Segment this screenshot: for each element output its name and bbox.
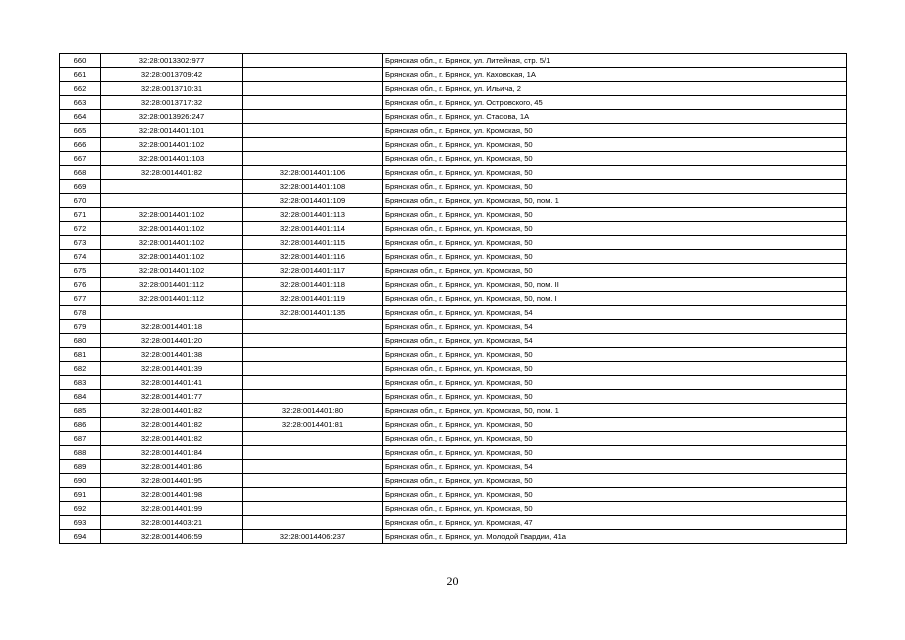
address-cell: Брянская обл., г. Брянск, ул. Литейная, стр. 5/1 [383, 54, 847, 68]
table-row [60, 264, 847, 278]
row-number-cell: 670 [60, 194, 101, 208]
row-number-cell: 668 [60, 166, 101, 180]
row-number-cell: 691 [60, 488, 101, 502]
cadastral-number-cell: 32:28:0013717:32 [101, 96, 243, 110]
related-cadastral-number-cell: 32:28:0014401:113 [243, 208, 383, 222]
related-cadastral-number-cell [243, 516, 383, 530]
related-cadastral-number-cell [243, 432, 383, 446]
cadastral-number-cell: 32:28:0014401:112 [101, 278, 243, 292]
cadastral-number-cell: 32:28:0014401:82 [101, 432, 243, 446]
address-cell: Брянская обл., г. Брянск, ул. Кромская, 50 [383, 446, 847, 460]
cadastral-number-cell: 32:28:0014401:18 [101, 320, 243, 334]
address-cell: Брянская обл., г. Брянск, ул. Кромская, 50 [383, 208, 847, 222]
table-row [60, 460, 847, 474]
row-number-cell: 660 [60, 54, 101, 68]
address-cell: Брянская обл., г. Брянск, ул. Кромская, 50 [383, 124, 847, 138]
address-cell: Брянская обл., г. Брянск, ул. Кромская, 50 [383, 166, 847, 180]
address-cell: Брянская обл., г. Брянск, ул. Кромская, 50 [383, 502, 847, 516]
related-cadastral-number-cell: 32:28:0014401:80 [243, 404, 383, 418]
row-number-cell: 665 [60, 124, 101, 138]
related-cadastral-number-cell: 32:28:0014401:116 [243, 250, 383, 264]
address-cell: Брянская обл., г. Брянск, ул. Кромская, 50, пом. 1 [383, 194, 847, 208]
row-number-cell: 689 [60, 460, 101, 474]
related-cadastral-number-cell [243, 96, 383, 110]
table-row [60, 530, 847, 544]
address-cell: Брянская обл., г. Брянск, ул. Островского, 45 [383, 96, 847, 110]
row-number-cell: 676 [60, 278, 101, 292]
table-row [60, 292, 847, 306]
cadastral-number-cell: 32:28:0014401:112 [101, 292, 243, 306]
cadastral-number-cell: 32:28:0013926:247 [101, 110, 243, 124]
address-cell: Брянская обл., г. Брянск, ул. Кромская, 50, пом. I [383, 292, 847, 306]
row-number-cell: 674 [60, 250, 101, 264]
row-number-cell: 687 [60, 432, 101, 446]
related-cadastral-number-cell: 32:28:0014401:109 [243, 194, 383, 208]
related-cadastral-number-cell [243, 82, 383, 96]
row-number-cell: 669 [60, 180, 101, 194]
table-row [60, 180, 847, 194]
cadastral-number-cell: 32:28:0014401:102 [101, 138, 243, 152]
address-cell: Брянская обл., г. Брянск, ул. Кромская, 50 [383, 418, 847, 432]
related-cadastral-number-cell: 32:28:0014401:81 [243, 418, 383, 432]
cadastral-number-cell: 32:28:0014401:38 [101, 348, 243, 362]
address-cell: Брянская обл., г. Брянск, ул. Молодой Гвардии, 41а [383, 530, 847, 544]
table-row [60, 362, 847, 376]
related-cadastral-number-cell [243, 460, 383, 474]
address-cell: Брянская обл., г. Брянск, ул. Каховская, 1А [383, 68, 847, 82]
table-row [60, 376, 847, 390]
table-row [60, 516, 847, 530]
table-row [60, 54, 847, 68]
row-number-cell: 667 [60, 152, 101, 166]
table-row [60, 208, 847, 222]
row-number-cell: 666 [60, 138, 101, 152]
table-row [60, 278, 847, 292]
table-row [60, 152, 847, 166]
row-number-cell: 690 [60, 474, 101, 488]
related-cadastral-number-cell [243, 152, 383, 166]
table-row [60, 110, 847, 124]
table-row [60, 236, 847, 250]
address-cell: Брянская обл., г. Брянск, ул. Кромская, 50 [383, 138, 847, 152]
cadastral-number-cell: 32:28:0014401:39 [101, 362, 243, 376]
registry-table [59, 53, 847, 544]
address-cell: Брянская обл., г. Брянск, ул. Кромская, 50 [383, 432, 847, 446]
related-cadastral-number-cell: 32:28:0014401:117 [243, 264, 383, 278]
cadastral-number-cell: 32:28:0014406:59 [101, 530, 243, 544]
related-cadastral-number-cell [243, 362, 383, 376]
cadastral-number-cell: 32:28:0014401:102 [101, 250, 243, 264]
cadastral-number-cell: 32:28:0014401:102 [101, 222, 243, 236]
cadastral-number-cell: 32:28:0014401:102 [101, 264, 243, 278]
cadastral-number-cell: 32:28:0014401:95 [101, 474, 243, 488]
cadastral-number-cell: 32:28:0014401:101 [101, 124, 243, 138]
table-row [60, 404, 847, 418]
related-cadastral-number-cell: 32:28:0014401:135 [243, 306, 383, 320]
cadastral-number-cell: 32:28:0013709:42 [101, 68, 243, 82]
row-number-cell: 672 [60, 222, 101, 236]
related-cadastral-number-cell: 32:28:0014401:118 [243, 278, 383, 292]
row-number-cell: 664 [60, 110, 101, 124]
page-number: 20 [446, 574, 459, 588]
cadastral-number-cell: 32:28:0014401:99 [101, 502, 243, 516]
cadastral-number-cell: 32:28:0014401:77 [101, 390, 243, 404]
related-cadastral-number-cell: 32:28:0014401:115 [243, 236, 383, 250]
address-cell: Брянская обл., г. Брянск, ул. Кромская, 50 [383, 474, 847, 488]
cadastral-number-cell: 32:28:0014401:102 [101, 208, 243, 222]
cadastral-number-cell: 32:28:0014403:21 [101, 516, 243, 530]
related-cadastral-number-cell [243, 54, 383, 68]
table-row [60, 348, 847, 362]
table-row [60, 222, 847, 236]
cadastral-number-cell: 32:28:0014401:86 [101, 460, 243, 474]
related-cadastral-number-cell [243, 390, 383, 404]
registry-table-body [60, 54, 847, 544]
address-cell: Брянская обл., г. Брянск, ул. Кромская, 50 [383, 376, 847, 390]
cadastral-number-cell: 32:28:0013302:977 [101, 54, 243, 68]
table-row [60, 320, 847, 334]
table-row [60, 82, 847, 96]
address-cell: Брянская обл., г. Брянск, ул. Стасова, 1А [383, 110, 847, 124]
cadastral-number-cell: 32:28:0014401:82 [101, 166, 243, 180]
address-cell: Брянская обл., г. Брянск, ул. Кромская, 54 [383, 460, 847, 474]
row-number-cell: 663 [60, 96, 101, 110]
row-number-cell: 692 [60, 502, 101, 516]
cadastral-number-cell: 32:28:0014401:20 [101, 334, 243, 348]
address-cell: Брянская обл., г. Брянск, ул. Кромская, 50 [383, 180, 847, 194]
related-cadastral-number-cell [243, 110, 383, 124]
cadastral-number-cell: 32:28:0014401:84 [101, 446, 243, 460]
cadastral-number-cell: 32:28:0014401:98 [101, 488, 243, 502]
cadastral-number-cell: 32:28:0014401:103 [101, 152, 243, 166]
related-cadastral-number-cell [243, 474, 383, 488]
cadastral-number-cell [101, 180, 243, 194]
address-cell: Брянская обл., г. Брянск, ул. Кромская, 50 [383, 236, 847, 250]
related-cadastral-number-cell [243, 488, 383, 502]
row-number-cell: 693 [60, 516, 101, 530]
address-cell: Брянская обл., г. Брянск, ул. Кромская, 54 [383, 306, 847, 320]
row-number-cell: 682 [60, 362, 101, 376]
address-cell: Брянская обл., г. Брянск, ул. Кромская, 54 [383, 334, 847, 348]
table-row [60, 306, 847, 320]
table-row [60, 138, 847, 152]
related-cadastral-number-cell [243, 138, 383, 152]
address-cell: Брянская обл., г. Брянск, ул. Кромская, 50, пом. 1 [383, 404, 847, 418]
related-cadastral-number-cell [243, 502, 383, 516]
row-number-cell: 681 [60, 348, 101, 362]
table-row [60, 474, 847, 488]
related-cadastral-number-cell [243, 334, 383, 348]
table-row [60, 418, 847, 432]
row-number-cell: 677 [60, 292, 101, 306]
table-row [60, 502, 847, 516]
related-cadastral-number-cell: 32:28:0014406:237 [243, 530, 383, 544]
address-cell: Брянская обл., г. Брянск, ул. Кромская, 50 [383, 348, 847, 362]
address-cell: Брянская обл., г. Брянск, ул. Кромская, 47 [383, 516, 847, 530]
row-number-cell: 679 [60, 320, 101, 334]
address-cell: Брянская обл., г. Брянск, ул. Ильича, 2 [383, 82, 847, 96]
related-cadastral-number-cell [243, 348, 383, 362]
table-row [60, 334, 847, 348]
row-number-cell: 675 [60, 264, 101, 278]
table-row [60, 166, 847, 180]
row-number-cell: 694 [60, 530, 101, 544]
row-number-cell: 686 [60, 418, 101, 432]
table-row [60, 68, 847, 82]
table-row [60, 488, 847, 502]
address-cell: Брянская обл., г. Брянск, ул. Кромская, 50 [383, 264, 847, 278]
address-cell: Брянская обл., г. Брянск, ул. Кромская, 54 [383, 320, 847, 334]
table-row [60, 124, 847, 138]
related-cadastral-number-cell [243, 376, 383, 390]
row-number-cell: 661 [60, 68, 101, 82]
related-cadastral-number-cell [243, 124, 383, 138]
cadastral-number-cell: 32:28:0014401:82 [101, 418, 243, 432]
related-cadastral-number-cell [243, 68, 383, 82]
address-cell: Брянская обл., г. Брянск, ул. Кромская, 50 [383, 390, 847, 404]
cadastral-number-cell: 32:28:0014401:82 [101, 404, 243, 418]
related-cadastral-number-cell: 32:28:0014401:114 [243, 222, 383, 236]
row-number-cell: 684 [60, 390, 101, 404]
row-number-cell: 685 [60, 404, 101, 418]
row-number-cell: 688 [60, 446, 101, 460]
table-row [60, 96, 847, 110]
address-cell: Брянская обл., г. Брянск, ул. Кромская, 50 [383, 250, 847, 264]
cadastral-number-cell [101, 194, 243, 208]
address-cell: Брянская обл., г. Брянск, ул. Кромская, 50 [383, 362, 847, 376]
table-row [60, 446, 847, 460]
address-cell: Брянская обл., г. Брянск, ул. Кромская, 50 [383, 222, 847, 236]
row-number-cell: 678 [60, 306, 101, 320]
address-cell: Брянская обл., г. Брянск, ул. Кромская, 50 [383, 488, 847, 502]
related-cadastral-number-cell: 32:28:0014401:119 [243, 292, 383, 306]
table-row [60, 194, 847, 208]
table-row [60, 432, 847, 446]
row-number-cell: 662 [60, 82, 101, 96]
row-number-cell: 680 [60, 334, 101, 348]
related-cadastral-number-cell: 32:28:0014401:106 [243, 166, 383, 180]
cadastral-number-cell: 32:28:0014401:41 [101, 376, 243, 390]
cadastral-number-cell [101, 306, 243, 320]
row-number-cell: 673 [60, 236, 101, 250]
address-cell: Брянская обл., г. Брянск, ул. Кромская, 50 [383, 152, 847, 166]
table-row [60, 390, 847, 404]
cadastral-number-cell: 32:28:0013710:31 [101, 82, 243, 96]
related-cadastral-number-cell: 32:28:0014401:108 [243, 180, 383, 194]
row-number-cell: 671 [60, 208, 101, 222]
address-cell: Брянская обл., г. Брянск, ул. Кромская, 50, пом. II [383, 278, 847, 292]
related-cadastral-number-cell [243, 446, 383, 460]
row-number-cell: 683 [60, 376, 101, 390]
cadastral-number-cell: 32:28:0014401:102 [101, 236, 243, 250]
related-cadastral-number-cell [243, 320, 383, 334]
table-row [60, 250, 847, 264]
